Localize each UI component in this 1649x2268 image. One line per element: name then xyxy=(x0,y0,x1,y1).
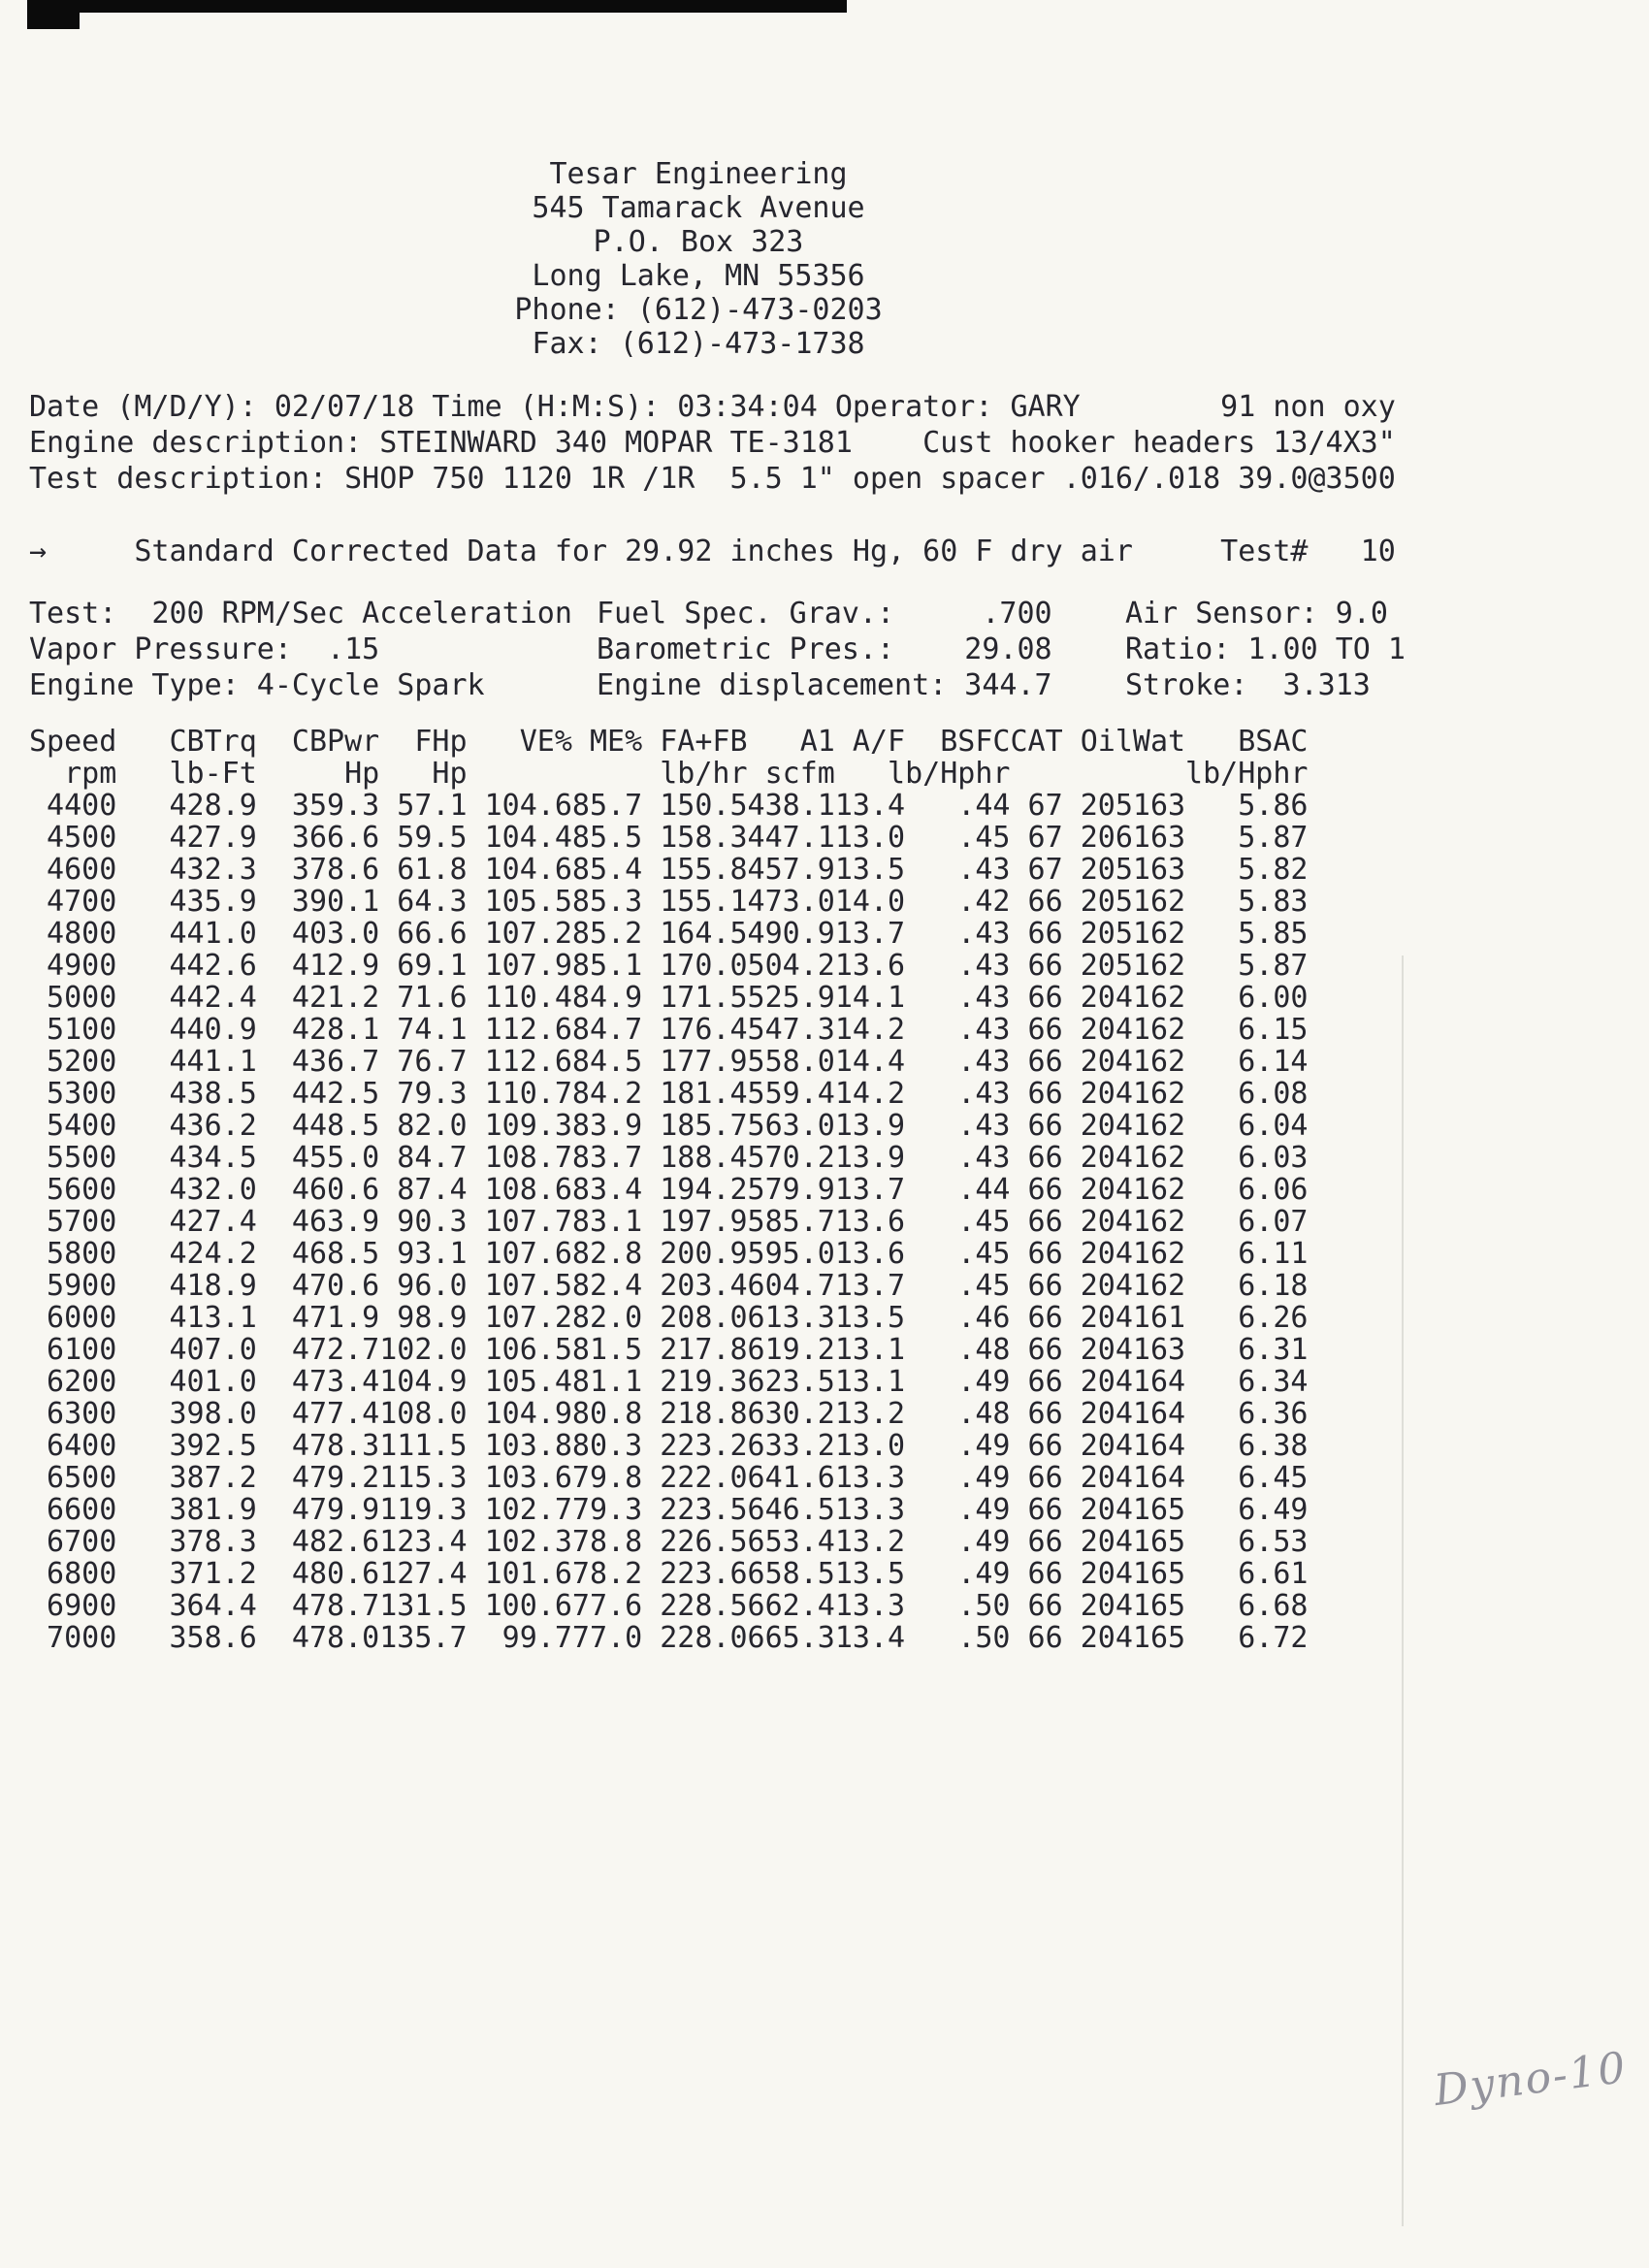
table-row: 5200 441.1 436.7 76.7 112.684.5 177.9558.014.4 .43 66 204162 6.14 xyxy=(29,1045,1309,1079)
parameter-row xyxy=(29,632,1406,667)
table-row: 6700 378.3 482.6123.4 102.378.8 226.5653.413.2 .49 66 204165 6.53 xyxy=(29,1525,1309,1559)
date-operator-line: Date (M/D/Y): 02/07/18 Time (H:M:S): 03:34:04 Operator: GARY 91 non oxy xyxy=(29,390,1396,424)
stroke: Stroke: 3.313 xyxy=(1125,668,1371,702)
address-line-3: Long Lake, MN 55356 xyxy=(532,259,865,293)
table-row: 5000 442.4 421.2 71.6 110.484.9 171.5525.914.1 .43 66 204162 6.00 xyxy=(29,981,1309,1015)
parameter-row xyxy=(29,596,1406,632)
table-row: 4600 432.3 378.6 61.8 104.685.4 155.8457.913.5 .43 67 205163 5.82 xyxy=(29,853,1309,887)
address-line-2: P.O. Box 323 xyxy=(593,225,804,259)
table-row: 5800 424.2 468.5 93.1 107.682.8 200.9595.013.6 .45 66 204162 6.11 xyxy=(29,1237,1309,1271)
table-row: 6000 413.1 471.9 98.9 107.282.0 208.0613.313.5 .46 66 204161 6.26 xyxy=(29,1301,1309,1335)
table-row: 4900 442.6 412.9 69.1 107.985.1 170.0504.213.6 .43 66 205162 5.87 xyxy=(29,949,1309,983)
table-row: 6600 381.9 479.9119.3 102.779.3 223.5646.513.3 .49 66 204165 6.49 xyxy=(29,1493,1309,1527)
test-description-line: Test description: SHOP 750 1120 1R /1R 5.5 1" open spacer .016/.018 39.0@3500 xyxy=(29,462,1396,496)
phone-line: Phone: (612)-473-0203 xyxy=(514,293,883,327)
test-parameters xyxy=(29,596,1406,703)
table-row: 5600 432.0 460.6 87.4 108.683.4 194.2579.913.7 .44 66 204162 6.06 xyxy=(29,1173,1309,1207)
table-header-row: Speed CBTrq CBPwr FHp VE% ME% FA+FB A1 A/F BSFCCAT OilWat BSAC xyxy=(29,725,1309,759)
engine-type: Engine Type: 4-Cycle Spark xyxy=(29,668,485,702)
table-row: 5700 427.4 463.9 90.3 107.783.1 197.9585.713.6 .45 66 204162 6.07 xyxy=(29,1205,1309,1239)
handwritten-note: Dyno-10 xyxy=(1431,2043,1631,2116)
fax-line: Fax: (612)-473-1738 xyxy=(532,327,865,361)
ratio: Ratio: 1.00 TO 1 xyxy=(1125,632,1406,666)
corrected-data-line: → Standard Corrected Data for 29.92 inches Hg, 60 F dry air Test# 10 xyxy=(29,535,1396,568)
table-row: 7000 358.6 478.0135.7 99.777.0 228.0665.313.4 .50 66 204165 6.72 xyxy=(29,1621,1309,1655)
air-sensor: Air Sensor: 9.0 xyxy=(1125,597,1388,631)
table-row: 5300 438.5 442.5 79.3 110.784.2 181.4559.414.2 .43 66 204162 6.08 xyxy=(29,1077,1309,1111)
vapor-pressure: Vapor Pressure: .15 xyxy=(29,632,380,666)
scan-artifact-blob xyxy=(27,0,80,29)
table-row: 6800 371.2 480.6127.4 101.678.2 223.6658.513.5 .49 66 204165 6.61 xyxy=(29,1557,1309,1591)
table-row: 6100 407.0 472.7102.0 106.581.5 217.8619.213.1 .48 66 204163 6.31 xyxy=(29,1333,1309,1367)
test-meta xyxy=(29,389,1396,497)
engine-displacement: Engine displacement: 344.7 xyxy=(597,668,1052,702)
scan-artifact-line xyxy=(1402,956,1404,2226)
table-row: 6300 398.0 477.4108.0 104.980.8 218.8630.213.2 .48 66 204164 6.36 xyxy=(29,1397,1309,1431)
barometric-pres: Barometric Pres.: 29.08 xyxy=(597,632,1052,666)
company-name: Tesar Engineering xyxy=(549,157,848,191)
table-row: 4700 435.9 390.1 64.3 105.585.3 155.1473.014.0 .42 66 205162 5.83 xyxy=(29,885,1309,919)
table-row: 6200 401.0 473.4104.9 105.481.1 219.3623.513.1 .49 66 204164 6.34 xyxy=(29,1365,1309,1399)
test-type: Test: 200 RPM/Sec Acceleration xyxy=(29,597,572,631)
engine-description-line: Engine description: STEINWARD 340 MOPAR TE-3181 Cust hooker headers 13/4X3" xyxy=(29,426,1396,460)
address-line-1: 545 Tamarack Avenue xyxy=(532,191,865,225)
table-row: 6900 364.4 478.7131.5 100.677.6 228.5662.413.3 .50 66 204165 6.68 xyxy=(29,1589,1309,1623)
fuel-spec-grav: Fuel Spec. Grav.: .700 xyxy=(597,597,1052,631)
table-row: 5100 440.9 428.1 74.1 112.684.7 176.4547.314.2 .43 66 204162 6.15 xyxy=(29,1013,1309,1047)
dyno-data-table xyxy=(29,726,1309,1654)
table-row: 4800 441.0 403.0 66.6 107.285.2 164.5490.913.7 .43 66 205162 5.85 xyxy=(29,917,1309,951)
table-row: 5500 434.5 455.0 84.7 108.783.7 188.4570.213.9 .43 66 204162 6.03 xyxy=(29,1141,1309,1175)
table-row: 4400 428.9 359.3 57.1 104.685.7 150.5438.113.4 .44 67 205163 5.86 xyxy=(29,789,1309,823)
scan-artifact-bar xyxy=(27,0,847,13)
table-row: 4500 427.9 366.6 59.5 104.485.5 158.3447.113.0 .45 67 206163 5.87 xyxy=(29,821,1309,855)
table-row: 5900 418.9 470.6 96.0 107.582.4 203.4604.713.7 .45 66 204162 6.18 xyxy=(29,1269,1309,1303)
letterhead xyxy=(19,157,1377,361)
table-row: 6400 392.5 478.3111.5 103.880.3 223.2633.213.0 .49 66 204164 6.38 xyxy=(29,1429,1309,1463)
parameter-row xyxy=(29,667,1406,703)
table-row: 5400 436.2 448.5 82.0 109.383.9 185.7563.013.9 .43 66 204162 6.04 xyxy=(29,1109,1309,1143)
table-units-row: rpm lb-Ft Hp Hp lb/hr scfm lb/Hphr lb/Hphr xyxy=(29,757,1309,791)
table-row: 6500 387.2 479.2115.3 103.679.8 222.0641.613.3 .49 66 204164 6.45 xyxy=(29,1461,1309,1495)
